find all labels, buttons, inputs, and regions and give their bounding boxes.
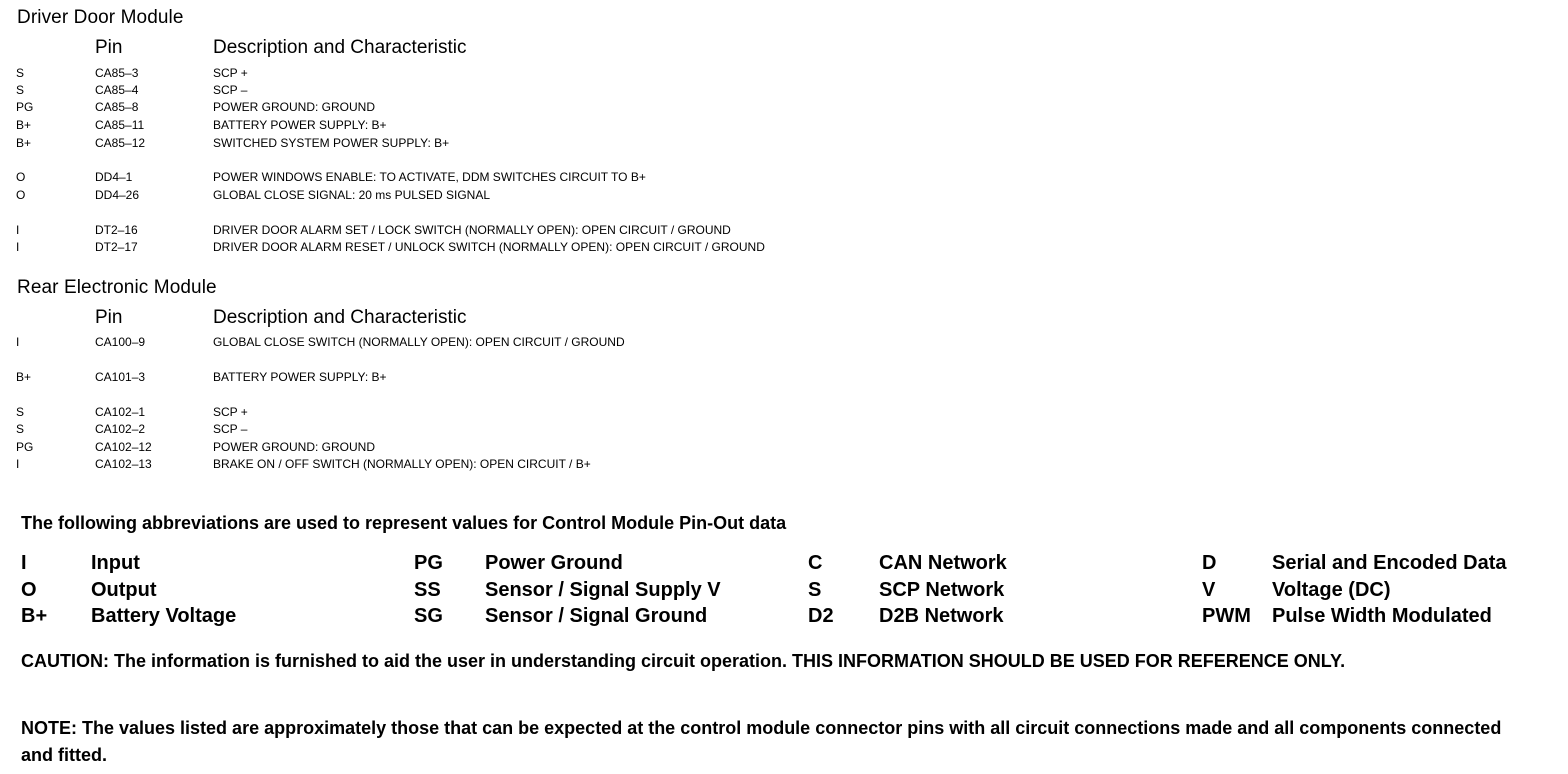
abbr-meaning: Sensor / Signal Supply V — [485, 579, 721, 601]
pin-id: DT2–17 — [95, 240, 138, 254]
pin-type: O — [16, 170, 26, 184]
pin-type: B+ — [16, 370, 32, 384]
pin-type: I — [16, 240, 20, 254]
note-text: NOTE: The values listed are approximately those that can be expected at the control module connector pins with all circuit connections made and all components connected and fitted. — [21, 718, 1502, 765]
abbr-code: D — [1202, 552, 1217, 574]
abbr-code: C — [808, 552, 823, 574]
pin-id: CA102–1 — [95, 405, 146, 419]
pin-type: PG — [16, 440, 34, 454]
caution-text: CAUTION: The information is furnished to aid the user in understanding circuit operation. THIS INFORMATION SHOULD BE USED FOR REFERENCE ONLY. — [21, 651, 1346, 671]
pin-id: CA100–9 — [95, 335, 146, 349]
rear-pin-header: Pin — [95, 307, 123, 328]
pin-description: BATTERY POWER SUPPLY: B+ — [213, 118, 387, 132]
driver-module-title: Driver Door Module — [17, 7, 184, 28]
abbr-code: SS — [414, 579, 441, 601]
pin-description: SCP – — [213, 83, 248, 97]
abbr-code: SG — [414, 605, 443, 627]
driver-pin-header: Pin — [95, 37, 123, 58]
abbr-meaning: SCP Network — [879, 579, 1005, 601]
pin-description: POWER WINDOWS ENABLE: TO ACTIVATE, DDM SWITCHES CIRCUIT TO B+ — [213, 170, 646, 184]
abbr-meaning: CAN Network — [879, 552, 1007, 574]
abbr-meaning: Serial and Encoded Data — [1272, 552, 1507, 574]
abbr-code: O — [21, 579, 37, 601]
pin-type: S — [16, 83, 25, 97]
pin-id: CA85–8 — [95, 100, 139, 114]
pin-id: DT2–16 — [95, 223, 138, 237]
abbr-code: V — [1202, 579, 1216, 601]
pin-description: POWER GROUND: GROUND — [213, 440, 375, 454]
pin-description: BATTERY POWER SUPPLY: B+ — [213, 370, 387, 384]
pin-type: B+ — [16, 136, 32, 150]
pin-id: CA101–3 — [95, 370, 146, 384]
pin-description: DRIVER DOOR ALARM RESET / UNLOCK SWITCH (NORMALLY OPEN): OPEN CIRCUIT / GROUND — [213, 240, 765, 254]
pin-description: GLOBAL CLOSE SIGNAL: 20 ms PULSED SIGNAL — [213, 188, 490, 202]
pin-id: CA102–13 — [95, 457, 152, 471]
abbr-meaning: Output — [91, 579, 157, 601]
pin-type: I — [16, 223, 20, 237]
pin-id: CA102–12 — [95, 440, 152, 454]
pin-type: S — [16, 422, 25, 436]
abbr-code: PWM — [1202, 605, 1251, 627]
abbr-code: B+ — [21, 605, 48, 627]
pin-type: S — [16, 66, 25, 80]
driver-desc-header: Description and Characteristic — [213, 37, 467, 58]
rear-module-title: Rear Electronic Module — [17, 277, 217, 298]
pin-id: DD4–26 — [95, 188, 140, 202]
pin-id: CA85–11 — [95, 118, 145, 132]
pin-description: POWER GROUND: GROUND — [213, 100, 375, 114]
pin-description: BRAKE ON / OFF SWITCH (NORMALLY OPEN): OPEN CIRCUIT / B+ — [213, 457, 591, 471]
pin-description: GLOBAL CLOSE SWITCH (NORMALLY OPEN): OPEN CIRCUIT / GROUND — [213, 335, 625, 349]
abbreviations-intro: The following abbreviations are used to represent values for Control Module Pin-Out data — [21, 513, 787, 533]
pin-type: I — [16, 457, 20, 471]
rear-desc-header: Description and Characteristic — [213, 307, 467, 328]
abbr-code: D2 — [808, 605, 834, 627]
abbr-meaning: Sensor / Signal Ground — [485, 605, 708, 627]
pin-type: S — [16, 405, 25, 419]
pin-id: CA85–4 — [95, 83, 139, 97]
abbr-meaning: D2B Network — [879, 605, 1004, 627]
pin-description: SCP + — [213, 405, 248, 419]
abbr-meaning: Voltage (DC) — [1272, 579, 1391, 601]
pin-type: I — [16, 335, 20, 349]
abbr-code: S — [808, 579, 822, 601]
pin-id: CA85–3 — [95, 66, 139, 80]
pin-id: DD4–1 — [95, 170, 133, 184]
abbr-meaning: Pulse Width Modulated — [1272, 605, 1492, 627]
pin-id: CA85–12 — [95, 136, 146, 150]
pin-description: SCP + — [213, 66, 248, 80]
pin-type: B+ — [16, 118, 32, 132]
abbr-code: PG — [414, 552, 443, 574]
pin-description: SWITCHED SYSTEM POWER SUPPLY: B+ — [213, 136, 450, 150]
abbr-meaning: Input — [91, 552, 140, 574]
abbr-code: I — [21, 552, 27, 574]
abbr-meaning: Battery Voltage — [91, 605, 237, 627]
pin-description: SCP – — [213, 422, 248, 436]
pin-type: PG — [16, 100, 34, 114]
pin-type: O — [16, 188, 26, 202]
pin-description: DRIVER DOOR ALARM SET / LOCK SWITCH (NORMALLY OPEN): OPEN CIRCUIT / GROUND — [213, 223, 731, 237]
pin-id: CA102–2 — [95, 422, 146, 436]
abbr-meaning: Power Ground — [485, 552, 623, 574]
